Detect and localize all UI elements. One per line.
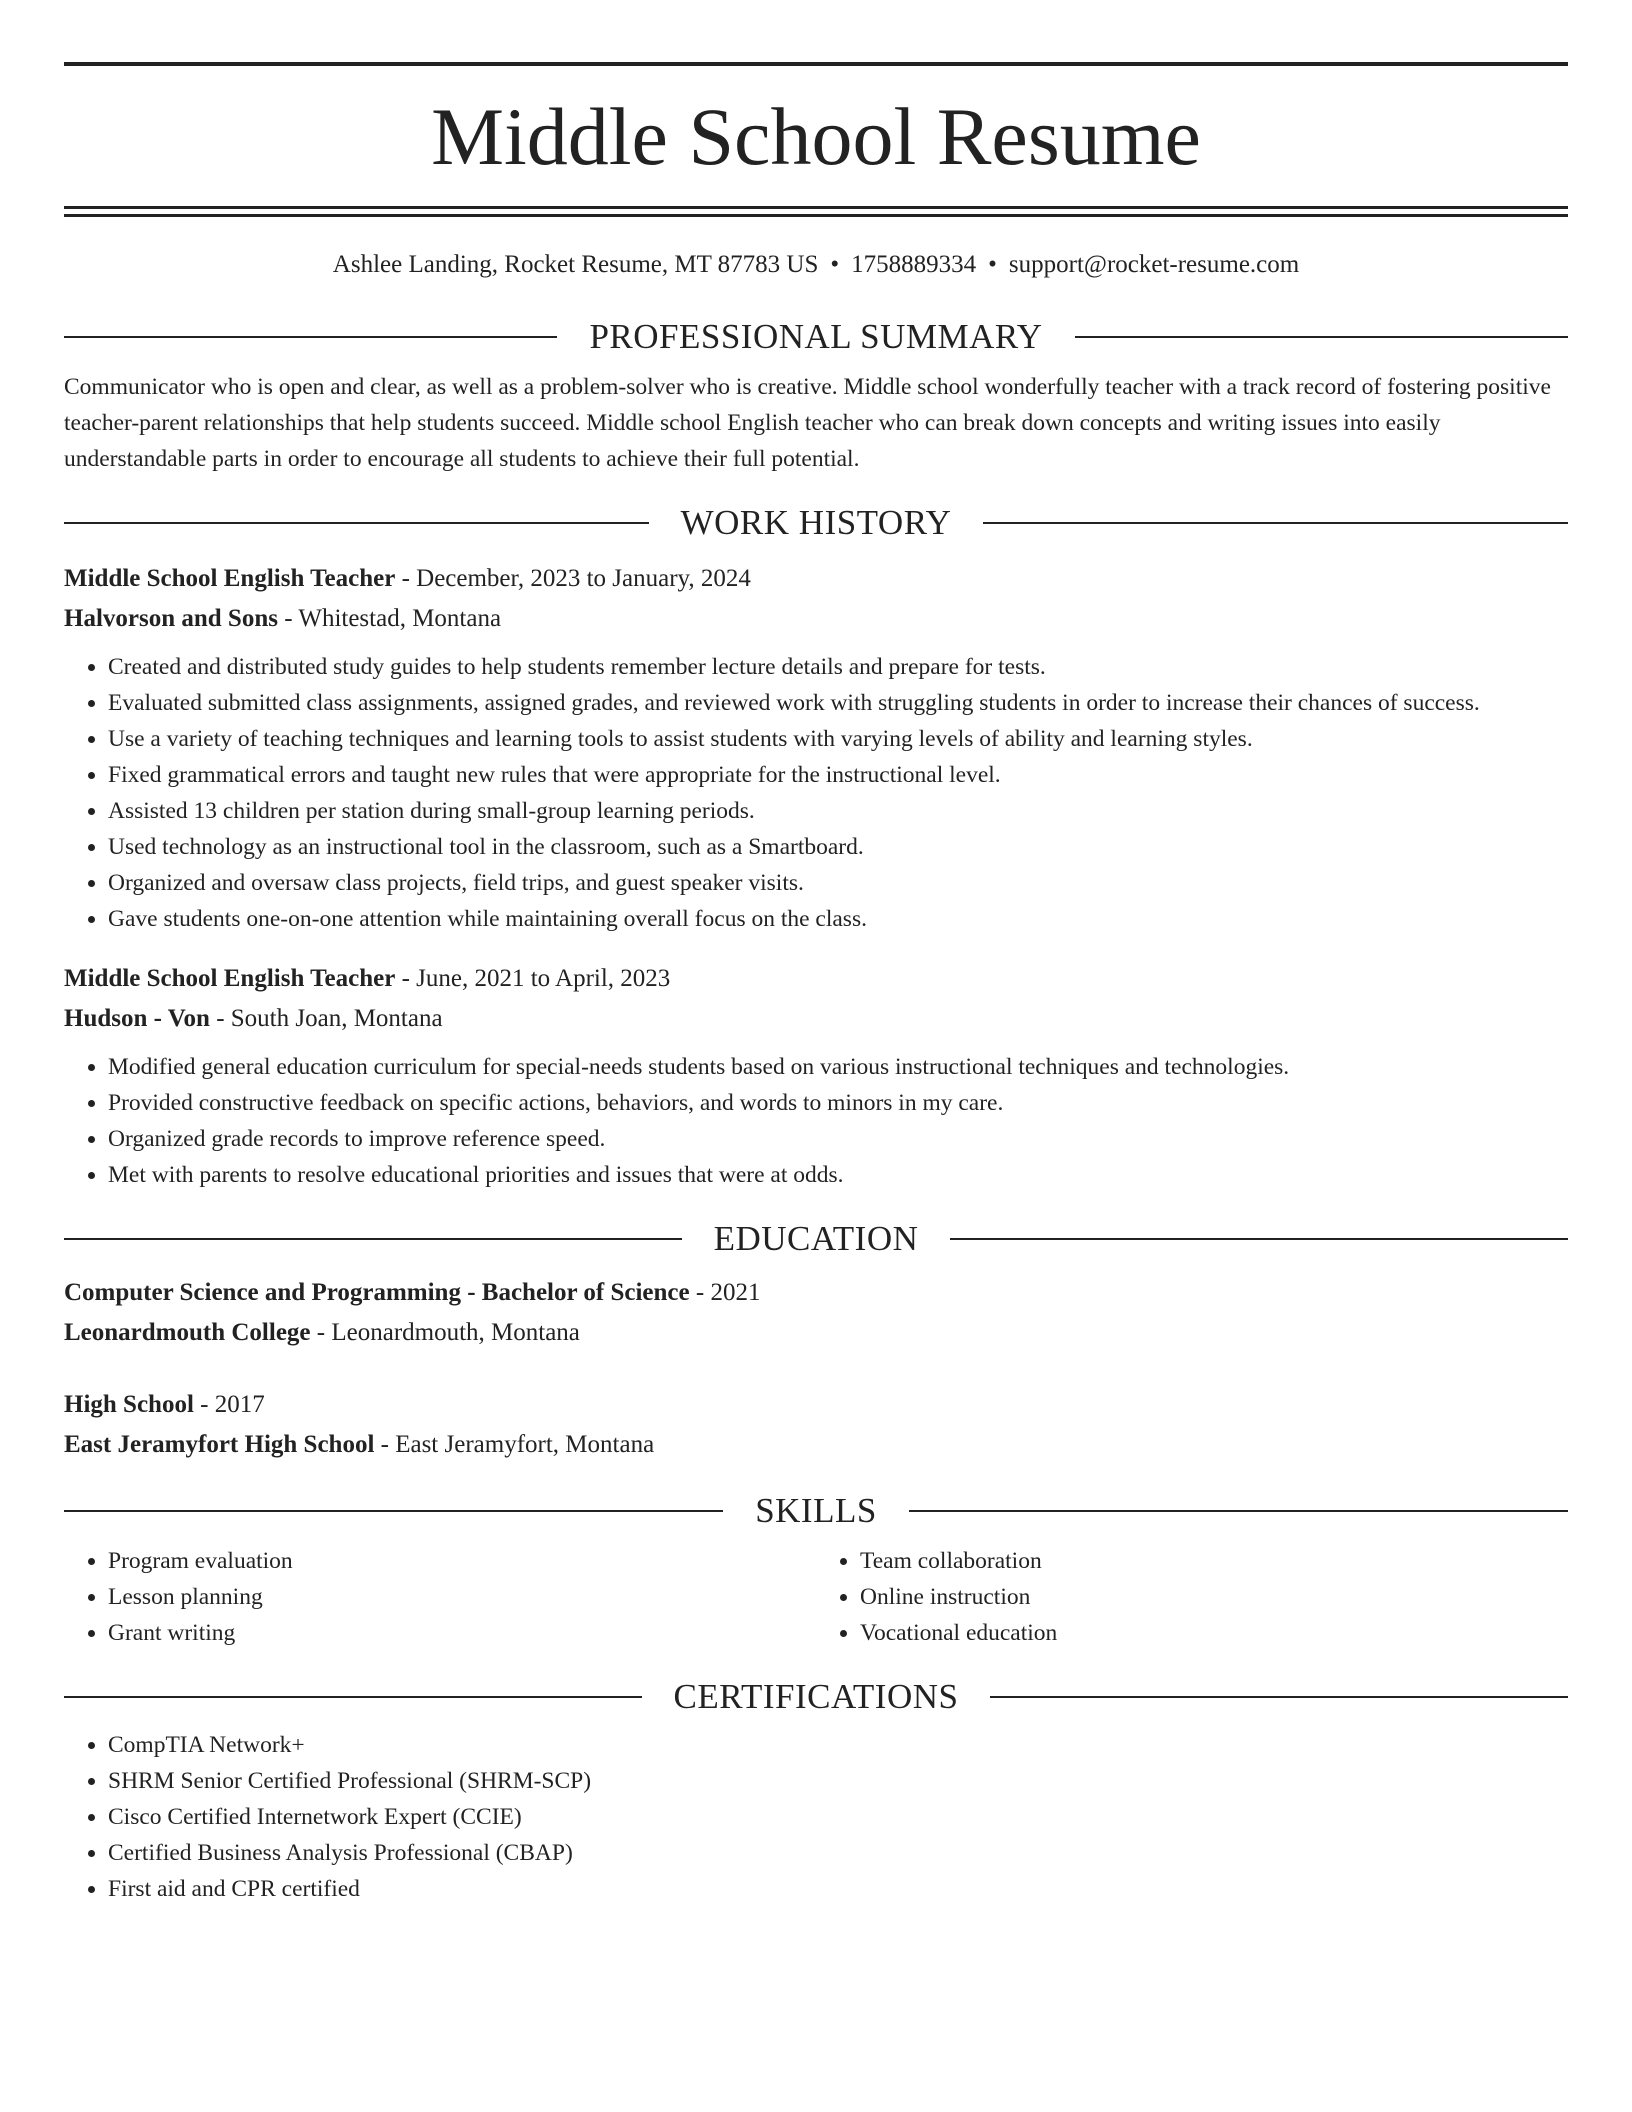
degree: High School — [64, 1391, 194, 1418]
degree-year: - 2021 — [689, 1279, 761, 1306]
contact-line — [64, 251, 1568, 291]
list-item: • Used technology as an instructional tool in the classroom, such as a Smartboard. — [108, 829, 1568, 865]
certifications-list — [64, 1727, 1568, 1907]
list-item: • Met with parents to resolve educational priorities and issues that were at odds. — [108, 1157, 1568, 1193]
section-heading-work — [64, 503, 1568, 543]
section-title: PROFESSIONAL SUMMARY — [589, 317, 1043, 356]
contact-address: Ashlee Landing, Rocket Resume, MT 87783 US — [332, 251, 819, 278]
section-heading-education — [64, 1219, 1568, 1259]
list-item: • Provided constructive feedback on specific actions, behaviors, and words to minors in my care. — [108, 1085, 1568, 1121]
skill-item: • Vocational education — [860, 1615, 1568, 1651]
certification-item: • Certified Business Analysis Professional (CBAP) — [108, 1835, 1568, 1871]
job-dates: - June, 2021 to April, 2023 — [395, 965, 671, 992]
heading-rule — [64, 336, 557, 338]
contact-email: support@rocket-resume.com — [1008, 251, 1300, 278]
section-title: SKILLS — [755, 1491, 877, 1530]
list-item: • Gave students one-on-one attention while maintaining overall focus on the class. — [108, 901, 1568, 937]
job-location: - South Joan, Montana — [209, 1005, 443, 1032]
school-line — [64, 1425, 1568, 1465]
certification-item: • SHRM Senior Certified Professional (SHRM-SCP) — [108, 1763, 1568, 1799]
section-title: CERTIFICATIONS — [673, 1677, 959, 1716]
heading-rule — [64, 522, 649, 524]
heading-rule — [990, 1696, 1568, 1698]
job-entry — [64, 959, 1568, 1193]
section-title: WORK HISTORY — [680, 503, 952, 542]
skill-item: • Program evaluation — [108, 1543, 816, 1579]
certification-item: • CompTIA Network+ — [108, 1727, 1568, 1763]
list-item: • Use a variety of teaching techniques and learning tools to assist students with varying levels of ability and learning styles. — [108, 721, 1568, 757]
job-dates: - December, 2023 to January, 2024 — [395, 565, 751, 592]
list-item: • Modified general education curriculum for special-needs students based on various instructional techniques and technologies. — [108, 1049, 1568, 1085]
degree-line — [64, 1385, 1568, 1425]
contact-separator: • — [830, 251, 840, 278]
skill-item: • Grant writing — [108, 1615, 816, 1651]
school-location: - Leonardmouth, Montana — [310, 1319, 580, 1346]
section-heading-summary — [64, 317, 1568, 357]
skills-column-left — [64, 1543, 816, 1651]
list-item: • Assisted 13 children per station during small-group learning periods. — [108, 793, 1568, 829]
job-title: Middle School English Teacher — [64, 965, 396, 992]
skill-item: • Online instruction — [860, 1579, 1568, 1615]
certification-item: • First aid and CPR certified — [108, 1871, 1568, 1907]
school-name: East Jeramyfort High School — [64, 1431, 375, 1458]
section-title: EDUCATION — [713, 1219, 919, 1258]
job-title-line — [64, 959, 1568, 999]
heading-rule — [909, 1510, 1568, 1512]
job-employer: Halvorson and Sons — [64, 605, 278, 632]
job-title-line — [64, 559, 1568, 599]
job-bullets — [64, 1049, 1568, 1193]
skills-list — [64, 1543, 1568, 1651]
job-employer-line — [64, 999, 1568, 1039]
skills-column-right — [816, 1543, 1568, 1651]
education-entry — [64, 1273, 1568, 1353]
section-heading-certifications — [64, 1677, 1568, 1717]
job-entry — [64, 559, 1568, 937]
list-item: • Organized grade records to improve reference speed. — [108, 1121, 1568, 1157]
summary-text: Communicator who is open and clear, as well as a problem-solver who is creative. Middle school wonderfully teacher with a track record of fostering positive teacher-parent relationships that help students succeed. Middle school English teacher who can break down concepts and writing issues into easily understandable parts in order to encourage all students to achieve their full potential. — [64, 374, 1551, 472]
heading-rule — [64, 1238, 682, 1240]
skill-item: • Team collaboration — [860, 1543, 1568, 1579]
job-bullets — [64, 649, 1568, 937]
degree: Computer Science and Programming - Bachelor of Science — [64, 1279, 690, 1306]
top-rule — [64, 62, 1568, 66]
heading-rule — [64, 1696, 642, 1698]
degree-line — [64, 1273, 1568, 1313]
job-location: - Whitestad, Montana — [277, 605, 502, 632]
title-double-rule — [64, 206, 1568, 217]
heading-rule — [983, 522, 1568, 524]
job-title: Middle School English Teacher — [64, 565, 396, 592]
resume-title: Middle School Resume — [431, 91, 1201, 182]
list-item: • Created and distributed study guides to help students remember lecture details and prepare for tests. — [108, 649, 1568, 685]
degree-year: - 2017 — [193, 1391, 265, 1418]
list-item: • Evaluated submitted class assignments, assigned grades, and reviewed work with struggling students in order to increase their chances of success. — [108, 685, 1568, 721]
heading-rule — [950, 1238, 1568, 1240]
school-line — [64, 1313, 1568, 1353]
list-item: • Fixed grammatical errors and taught new rules that were appropriate for the instructional level. — [108, 757, 1568, 793]
certification-item: • Cisco Certified Internetwork Expert (CCIE) — [108, 1799, 1568, 1835]
section-heading-skills — [64, 1491, 1568, 1531]
heading-rule — [64, 1510, 723, 1512]
contact-separator: • — [988, 251, 997, 278]
contact-phone: 1758889334 — [851, 251, 977, 278]
school-location: - East Jeramyfort, Montana — [374, 1431, 655, 1458]
heading-rule — [1075, 336, 1568, 338]
skill-item: • Lesson planning — [108, 1579, 816, 1615]
job-employer: Hudson - Von — [64, 1005, 210, 1032]
school-name: Leonardmouth College — [64, 1319, 311, 1346]
education-entry — [64, 1385, 1568, 1465]
list-item: • Organized and oversaw class projects, field trips, and guest speaker visits. — [108, 865, 1568, 901]
job-employer-line — [64, 599, 1568, 639]
